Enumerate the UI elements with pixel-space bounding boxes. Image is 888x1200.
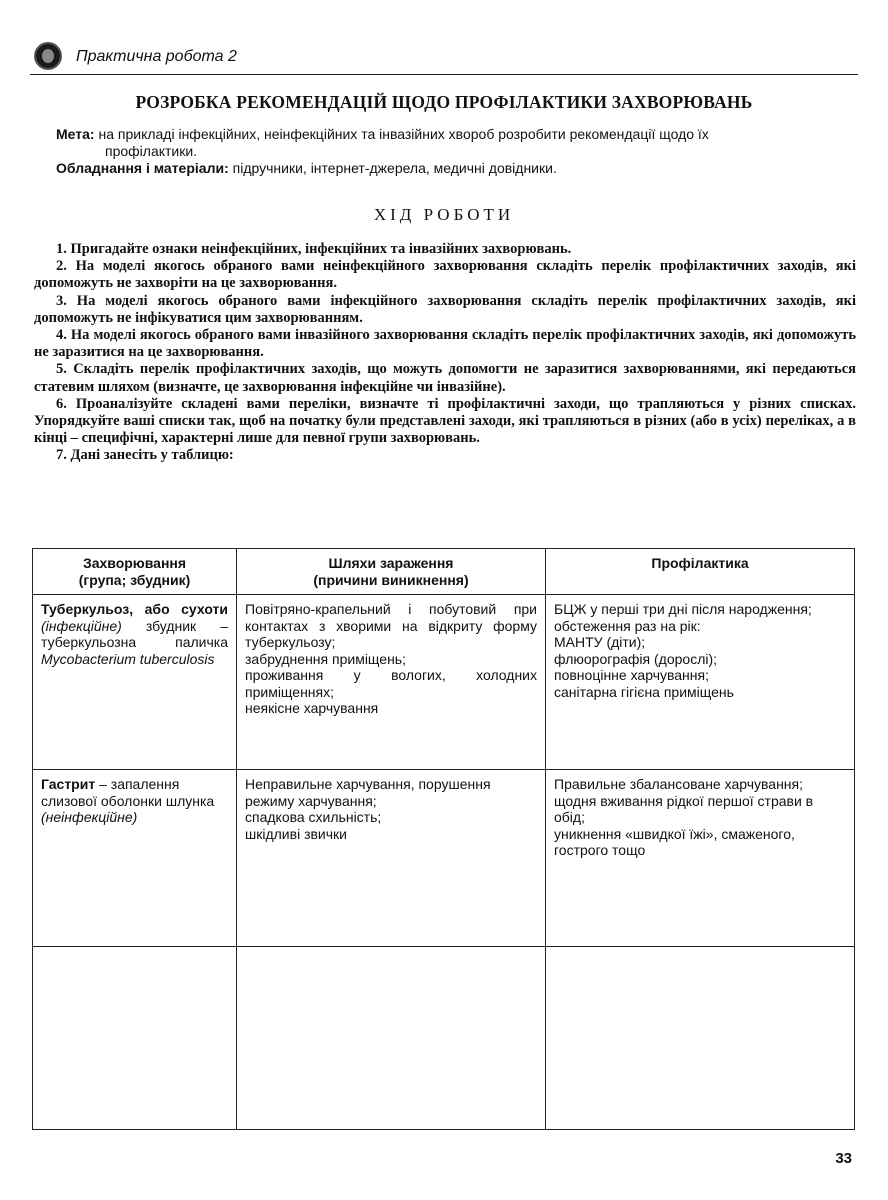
cause-item: шкідливі звички xyxy=(245,825,347,842)
prevention-item: уникнення «швидкої їжі», смаженого, гострого тощо xyxy=(554,825,795,858)
header-label: Практична робота 2 xyxy=(76,48,237,65)
prevention-item: Правильне збалансоване харчування; xyxy=(554,776,804,792)
step-item: 2. На моделі якогось обраного вами неінфекційного захворювання складіть перелік профілактичних заходів, які допоможуть не захворіти на це захворювання. xyxy=(34,258,856,292)
prevention-item: повноцінне харчування; xyxy=(554,667,709,683)
disease-group: (інфекційне) xyxy=(41,617,122,634)
equipment-row xyxy=(56,160,856,177)
step-item: 4. На моделі якогось обраного вами інвазійного захворювання складіть перелік профілактичних заходів, які допоможуть не заразитися на це захворювання. xyxy=(34,327,856,361)
table-header-row xyxy=(33,549,855,595)
cause-item: Повітряно-крапельний і побутовий при контактах з хворими на відкриту форму туберкульозу; xyxy=(245,601,537,650)
steps-list xyxy=(34,241,856,465)
header-disease-line2: (група; збудник) xyxy=(78,571,191,588)
cause-item: Неправильне харчування, порушення режиму харчування; xyxy=(245,776,491,809)
cause-item: неякісне харчування xyxy=(245,700,379,716)
meta-block xyxy=(56,126,856,177)
cause-item: спадкова схильність; xyxy=(245,809,382,825)
step-item: 6. Проаналізуйте складені вами переліки, визначте ті профілактичні заходи, що трапляються у різних списках. Упорядкуйте ваші списки так, щоб на початку були представлені заходи, які трапляються в різних (або в усіх) переліках, а в кінці – специфічні, характерні лише для певної групи захворювань. xyxy=(34,395,856,447)
header-transmission-line2: (причини виникнення) xyxy=(313,571,469,588)
disease-latin: Mycobacterium tuberculosis xyxy=(41,650,215,667)
cell-empty xyxy=(237,947,546,1130)
page-header xyxy=(30,40,858,75)
table-row-empty xyxy=(33,947,855,1130)
goal-text: на прикладі інфекційних, неінфекційних та інвазійних хвороб розробити рекомендації щодо їх xyxy=(98,126,709,142)
disease-description: – запалення слизової оболонки шлунка xyxy=(41,776,215,809)
cell-empty xyxy=(33,947,237,1130)
step-item: 3. На моделі якогось обраного вами інфекційного захворювання складіть перелік профілактичних заходів, які допоможуть не інфікуватися цим захворюванням. xyxy=(34,292,856,326)
cell-disease xyxy=(33,595,237,770)
cell-causes xyxy=(237,595,546,770)
header-prevention xyxy=(546,549,855,595)
section-title: ХІД РОБОТИ xyxy=(373,205,515,224)
prevention-item: МАНТУ (діти); xyxy=(554,634,646,650)
bullet-circle-icon xyxy=(34,42,62,70)
header-disease xyxy=(33,549,237,595)
page-title: РОЗРОБКА РЕКОМЕНДАЦІЙ ЩОДО ПРОФІЛАКТИКИ ЗАХВОРЮВАНЬ xyxy=(135,92,753,112)
disease-name: Гастрит xyxy=(41,776,96,792)
header-transmission-line1: Шляхи зараження xyxy=(328,555,454,571)
step-item: 1. Пригадайте ознаки неінфекційних, інфекційних та інвазійних захворювань. xyxy=(56,241,572,257)
cell-disease xyxy=(33,770,237,947)
cell-prevention xyxy=(546,595,855,770)
prevention-item: санітарна гігієна приміщень xyxy=(554,683,734,700)
prevention-item: флюорографія (дорослі); xyxy=(554,650,718,667)
equipment-text: підручники, інтернет-джерела, медичні довідники. xyxy=(232,160,557,176)
page-number: 33 xyxy=(835,1150,852,1167)
header-prevention-line1: Профілактика xyxy=(651,555,749,571)
header-disease-line1: Захворювання xyxy=(82,555,187,571)
goal-row-2: профілактики. xyxy=(105,143,198,159)
table-row xyxy=(33,770,855,947)
cell-prevention xyxy=(546,770,855,947)
prevention-item: щодня вживання рідкої першої страви в обід; xyxy=(554,792,814,825)
disease-group: (неінфекційне) xyxy=(41,809,138,825)
disease-pathogen: збудник – туберкульозна паличка xyxy=(41,617,229,650)
cause-item: проживання у вологих, холодних приміщеннях; xyxy=(245,667,537,700)
cell-empty xyxy=(546,947,855,1130)
goal-label: Мета: xyxy=(56,126,95,142)
prevention-item: БЦЖ у перші три дні після народження; обстеження раз на рік: xyxy=(554,601,812,634)
cell-causes xyxy=(237,770,546,947)
header-transmission xyxy=(237,549,546,595)
step-item: 5. Складіть перелік профілактичних заходів, що можуть допомогти не заразитися захворюваннями, які передаються статевим шляхом (визначте, це захворювання інфекційне чи інвазійне). xyxy=(34,361,856,395)
cause-item: забруднення приміщень; xyxy=(245,650,406,667)
disease-name: Туберкульоз, або сухоти xyxy=(41,601,228,617)
table-row xyxy=(33,595,855,770)
equipment-label: Обладнання і матеріали: xyxy=(56,160,229,176)
step-item: 7. Дані занесіть у таблицю: xyxy=(56,447,234,464)
goal-row xyxy=(56,126,856,143)
disease-table xyxy=(32,548,855,1130)
